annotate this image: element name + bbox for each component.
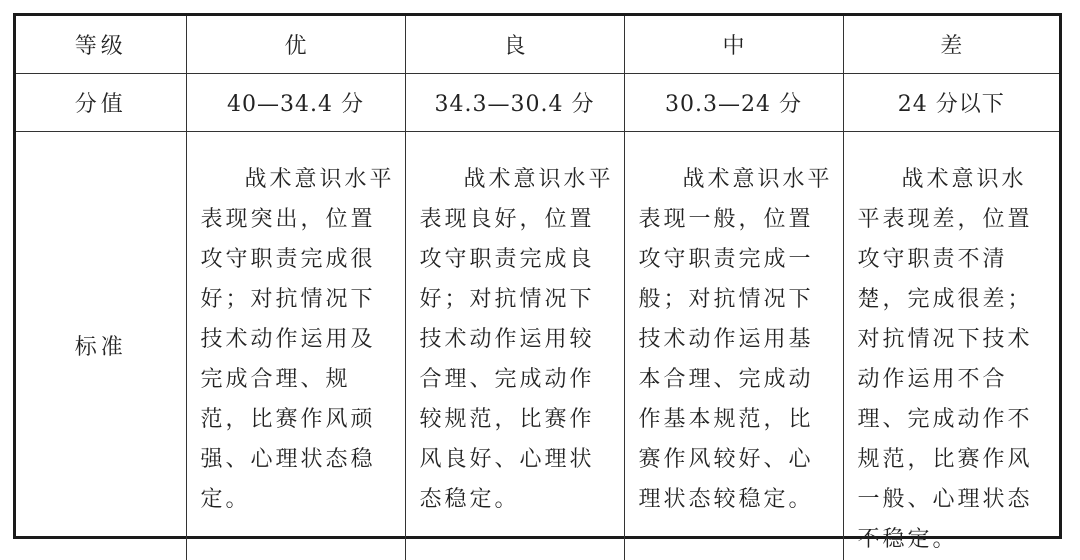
grading-table-frame	[13, 13, 1062, 552]
criteria-average: 战术意识水平表现一般，位置攻守职责完成一般；对抗情况下技术动作运用基本合理、完成动作基本规范，比赛作风较好、心理状态较稳定。	[638, 166, 833, 512]
score-good: 34.3—30.4 分	[405, 73, 624, 131]
table-row-criteria	[16, 131, 1059, 560]
criteria-poor-cell	[843, 131, 1059, 560]
grade-average: 中	[624, 16, 843, 73]
table-row-grade	[16, 16, 1059, 73]
grade-label: 等级	[16, 16, 186, 73]
table-row-score	[16, 73, 1059, 131]
criteria-good-cell	[405, 131, 624, 560]
score-excellent: 40—34.4 分	[186, 73, 405, 131]
score-poor: 24 分以下	[843, 73, 1059, 131]
criteria-poor: 战术意识水平表现差，位置攻守职责不清楚，完成很差；对抗情况下技术动作运用不合理、完成动作不规范，比赛作风一般、心理状态不稳定。	[857, 166, 1033, 552]
criteria-label: 标准	[16, 131, 186, 560]
score-average: 30.3—24 分	[624, 73, 843, 131]
criteria-excellent: 战术意识水平表现突出，位置攻守职责完成很好；对抗情况下技术动作运用及完成合理、规范，比赛作风顽强、心理状态稳定。	[200, 166, 395, 512]
criteria-excellent-cell	[186, 131, 405, 560]
grade-excellent: 优	[186, 16, 405, 73]
grade-good: 良	[405, 16, 624, 73]
score-label: 分值	[16, 73, 186, 131]
criteria-average-cell	[624, 131, 843, 560]
grading-table	[16, 16, 1059, 560]
grade-poor: 差	[843, 16, 1059, 73]
criteria-good: 战术意识水平表现良好，位置攻守职责完成良好；对抗情况下技术动作运用较合理、完成动作较规范，比赛作风良好、心理状态稳定。	[419, 166, 614, 512]
